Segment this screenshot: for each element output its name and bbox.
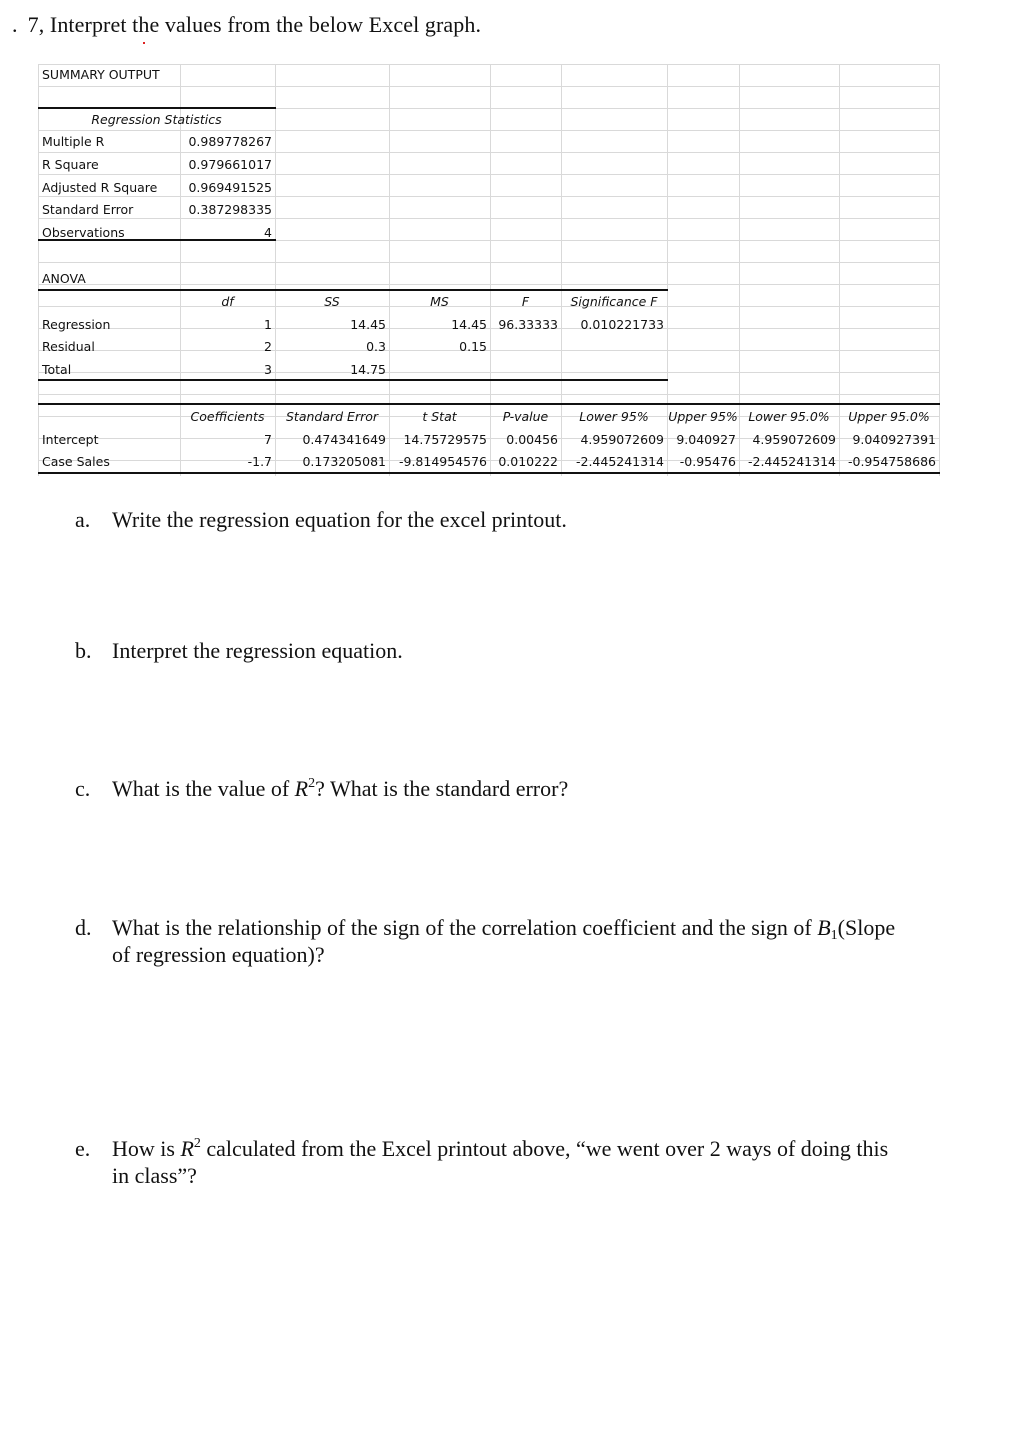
anova-row-label: Regression [42,317,111,332]
coef-value: 0.010222 [498,454,558,469]
anova-f: 96.33333 [498,317,558,332]
coef-header: P-value [502,409,549,424]
stat-label: Observations [42,225,125,240]
coef-value: -9.814954576 [398,454,487,469]
summary-header: SUMMARY OUTPUT [42,67,160,82]
anova-title: ANOVA [42,271,86,286]
coef-value: -2.445241314 [747,454,836,469]
anova-row-label: Total [42,362,72,377]
stat-value: 0.979661017 [188,157,272,172]
coef-value: 0.00456 [506,432,558,447]
title-bullet: . [12,12,18,37]
stat-label: Adjusted R Square [42,180,158,195]
coef-header: Standard Error [285,409,379,424]
coef-value: -2.445241314 [575,454,664,469]
coef-value: -0.954758686 [847,454,936,469]
coef-value: -1.7 [247,454,272,469]
question-text: Interpret the regression equation. [112,638,403,663]
red-mark [143,42,145,44]
coef-header: Lower 95.0% [748,409,830,424]
question-e [75,1135,1015,1195]
anova-ms: 0.15 [459,339,487,354]
question-text: What is the relationship of the sign of the correlation coefficient and the sign of $B_1(Slope$ of regression equation)? [112,915,896,967]
coef-value: -0.95476 [679,454,736,469]
question-text: What is the value of $R^2$? What is the standard error? [112,776,569,801]
title-text: 7, Interpret the values from the below Excel graph. [27,12,482,37]
anova-df: 3 [264,362,272,377]
anova-header-ss: SS [324,294,340,309]
question-label: e. [75,1136,91,1161]
stat-value: 4 [264,225,272,240]
excel-summary-output [38,64,940,476]
stat-value: 0.387298335 [188,202,272,217]
question-d [75,914,1015,974]
anova-significance-f: 0.010221733 [580,317,664,332]
stat-label: R Square [42,157,99,172]
regression-statistics-title: Regression Statistics [91,112,222,127]
anova-header-ms: MS [430,294,449,309]
anova-ms: 14.45 [451,317,487,332]
question-label: c. [75,776,91,801]
question-text: How is $R^2$ calculated from the Excel printout above, “we went over 2 ways of doing this in class”? [112,1136,889,1188]
question-label: d. [75,915,92,940]
coef-value: 9.040927 [676,432,736,447]
coef-header: Coefficients [190,409,265,424]
anova-header-df: df [221,294,234,309]
stat-value: 0.989778267 [188,134,272,149]
coef-row-label: Case Sales [42,454,110,469]
coef-value: 7 [264,432,272,447]
stat-value: 0.969491525 [188,180,272,195]
coef-header: t Stat [422,409,457,424]
coef-value: 14.75729575 [403,432,487,447]
coef-header: Upper 95.0% [848,409,930,424]
coef-header: Upper 95% [668,409,738,424]
coef-header: Lower 95% [579,409,649,424]
question-label: a. [75,507,91,532]
anova-header-significance-f: Significance F [570,294,658,309]
question-title [12,12,481,38]
coef-value: 9.040927391 [852,432,936,447]
anova-ss: 14.75 [350,362,386,377]
question-c [75,775,995,805]
stat-label: Multiple R [42,134,105,149]
question-b [75,637,995,667]
anova-ss: 0.3 [366,339,386,354]
stat-label: Standard Error [42,202,134,217]
anova-ss: 14.45 [350,317,386,332]
anova-header-f: F [521,294,530,309]
coef-value: 0.173205081 [302,454,386,469]
coef-row-label: Intercept [42,432,99,447]
question-a [75,506,995,536]
question-text: Write the regression equation for the excel printout. [112,507,567,532]
question-label: b. [75,638,92,663]
anova-row-label: Residual [42,339,95,354]
coef-value: 4.959072609 [752,432,836,447]
coef-value: 0.474341649 [302,432,386,447]
anova-df: 1 [264,317,272,332]
coef-value: 4.959072609 [580,432,664,447]
anova-df: 2 [264,339,272,354]
